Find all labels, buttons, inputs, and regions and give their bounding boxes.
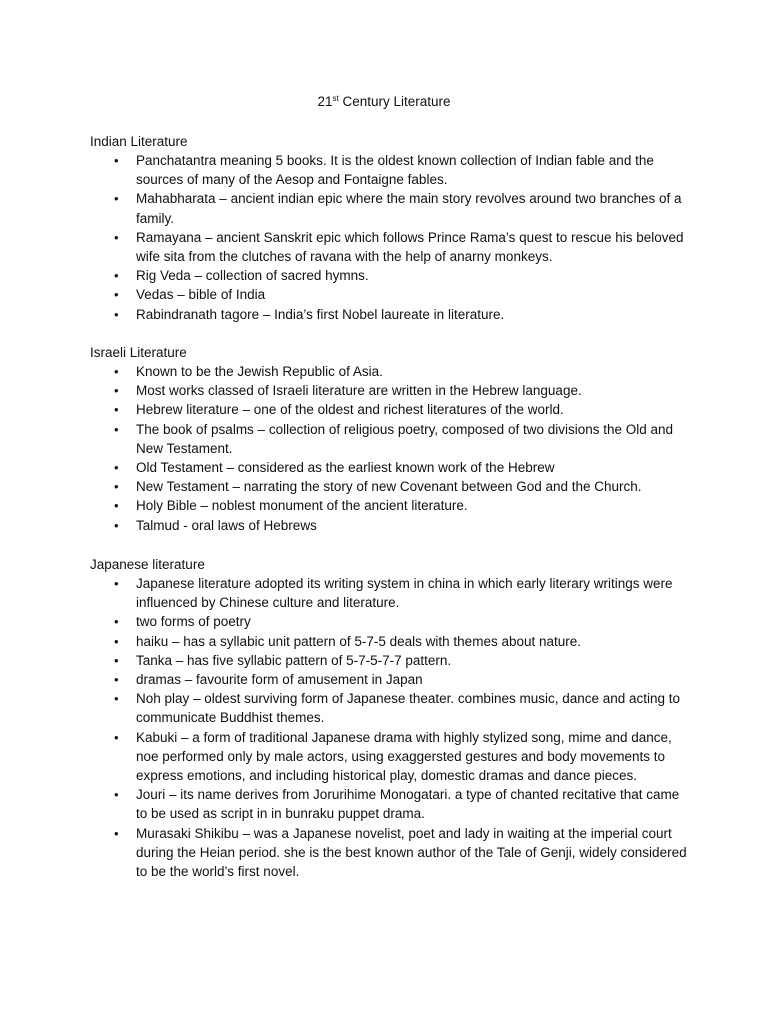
list-item-text: New Testament – narrating the story of new Covenant between God and the Church. bbox=[136, 479, 642, 495]
bullet-list bbox=[90, 151, 690, 324]
bullet-icon: • bbox=[114, 229, 119, 245]
list-item-text: Jouri – its name derives from Jorurihime Monogatari. a type of chanted recitative that came to be used as script in in bunraku puppet drama. bbox=[136, 787, 680, 822]
bullet-icon: • bbox=[114, 614, 119, 630]
list-item bbox=[90, 516, 690, 535]
bullet-icon: • bbox=[114, 652, 119, 668]
bullet-icon: • bbox=[114, 421, 119, 437]
list-item-text: The book of psalms – collection of religious poetry, composed of two divisions the Old and New Testament. bbox=[136, 421, 674, 456]
list-item-text: Japanese literature adopted its writing system in china in which early literary writings were influenced by Chinese culture and literature. bbox=[136, 576, 673, 611]
bullet-icon: • bbox=[114, 825, 119, 841]
document-title bbox=[0, 92, 768, 111]
list-item bbox=[90, 151, 690, 189]
list-item-text: Murasaki Shikibu – was a Japanese novelist, poet and lady in waiting at the imperial court during the Heian period. she is the best known author of the Tale of Genji, widely considered to be the world’s first novel. bbox=[136, 825, 687, 880]
list-item bbox=[90, 785, 690, 823]
bullet-list bbox=[90, 574, 690, 881]
title-superscript: st bbox=[332, 94, 339, 103]
section-israeli-literature bbox=[90, 343, 690, 535]
list-item bbox=[90, 689, 690, 727]
bullet-icon: • bbox=[114, 729, 119, 745]
section-heading: Japanese literature bbox=[90, 557, 205, 572]
list-item bbox=[90, 400, 690, 419]
list-item bbox=[90, 228, 690, 266]
list-item-text: Vedas – bible of India bbox=[136, 287, 266, 303]
section-indian-literature bbox=[90, 132, 690, 324]
list-item bbox=[90, 574, 690, 612]
list-item bbox=[90, 651, 690, 670]
title-suffix: Century Literature bbox=[338, 94, 451, 109]
list-item bbox=[90, 824, 690, 882]
bullet-icon: • bbox=[114, 691, 119, 707]
list-item-text: two forms of poetry bbox=[136, 614, 251, 630]
list-item-text: Panchatantra meaning 5 books. It is the oldest known collection of Indian fable and the sources of many of the Aesop and Fontaigne fables. bbox=[136, 153, 654, 188]
bullet-icon: • bbox=[114, 672, 119, 688]
list-item-text: Noh play – oldest surviving form of Japanese theater. combines music, dance and acting to communicate Buddhist themes. bbox=[136, 691, 681, 726]
list-item bbox=[90, 728, 690, 786]
bullet-icon: • bbox=[114, 576, 119, 591]
list-item-text: Ramayana – ancient Sanskrit epic which follows Prince Rama’s quest to rescue his beloved wife sita from the clutches of ravana with the help of anarny monkeys. bbox=[136, 229, 684, 265]
list-item-text: Rig Veda – collection of sacred hymns. bbox=[136, 268, 369, 284]
list-item bbox=[90, 189, 690, 227]
list-item-text: Holy Bible – noblest monument of the ancient literature. bbox=[136, 498, 468, 514]
list-item-text: Old Testament – considered as the earliest known work of the Hebrew bbox=[136, 460, 555, 476]
section-japanese-literature bbox=[90, 555, 690, 881]
list-item-text: Kabuki – a form of traditional Japanese drama with highly stylized song, mime and dance, noe performed only by male actors, using exaggersted gestures and body movements to express emotions, and including historical play, domestic dramas and dance pieces. bbox=[136, 729, 672, 784]
list-item-text: Mahabharata – ancient indian epic where the main story revolves around two branches of a family. bbox=[136, 191, 682, 226]
list-item bbox=[90, 381, 690, 400]
bullet-icon: • bbox=[114, 287, 119, 303]
bullet-icon: • bbox=[114, 517, 119, 533]
list-item bbox=[90, 305, 690, 324]
list-item-text: Hebrew literature – one of the oldest and richest literatures of the world. bbox=[136, 402, 564, 418]
section-heading: Indian Literature bbox=[90, 134, 188, 149]
bullet-icon: • bbox=[114, 633, 119, 649]
bullet-icon: • bbox=[114, 364, 119, 379]
list-item bbox=[90, 670, 690, 689]
list-item-text: Most works classed of Israeli literature are written in the Hebrew language. bbox=[136, 383, 582, 399]
list-item-text: Tanka – has five syllabic pattern of 5-7-5-7-7 pattern. bbox=[136, 652, 452, 668]
list-item bbox=[90, 285, 690, 304]
bullet-icon: • bbox=[114, 402, 119, 418]
bullet-icon: • bbox=[114, 460, 119, 476]
list-item-text: dramas – favourite form of amusement in Japan bbox=[136, 672, 423, 688]
list-item bbox=[90, 612, 690, 631]
title-prefix: 21 bbox=[317, 94, 333, 109]
list-item bbox=[90, 362, 690, 381]
bullet-icon: • bbox=[114, 306, 119, 322]
list-item-text: Rabindranath tagore – India’s first Nobel laureate in literature. bbox=[136, 306, 505, 322]
bullet-list bbox=[90, 362, 690, 535]
list-item-text: Talmud - oral laws of Hebrews bbox=[136, 517, 317, 533]
bullet-icon: • bbox=[114, 787, 119, 803]
list-item bbox=[90, 632, 690, 651]
list-item-text: haiku – has a syllabic unit pattern of 5-7-5 deals with themes about nature. bbox=[136, 633, 582, 649]
bullet-icon: • bbox=[114, 153, 119, 168]
bullet-icon: • bbox=[114, 479, 119, 495]
list-item bbox=[90, 477, 690, 496]
bullet-icon: • bbox=[114, 191, 119, 207]
bullet-icon: • bbox=[114, 498, 119, 514]
bullet-icon: • bbox=[114, 268, 119, 284]
list-item bbox=[90, 458, 690, 477]
list-item bbox=[90, 266, 690, 285]
list-item bbox=[90, 420, 690, 458]
list-item-text: Known to be the Jewish Republic of Asia. bbox=[136, 364, 383, 379]
section-heading: Israeli Literature bbox=[90, 345, 187, 360]
bullet-icon: • bbox=[114, 383, 119, 399]
list-item bbox=[90, 496, 690, 515]
